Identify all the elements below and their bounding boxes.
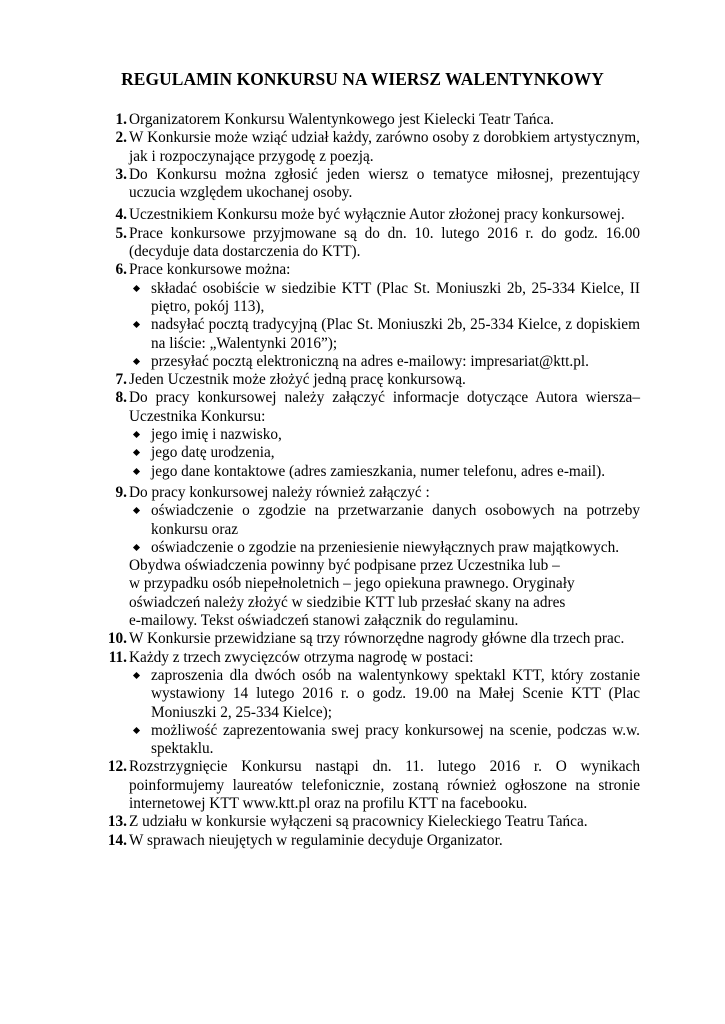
rule-number: 10. bbox=[107, 630, 127, 648]
rule-number: 2. bbox=[115, 129, 127, 147]
sub-item-text: możliwość zaprezentowania swej pracy konkursowej na scenie, podczas w.w. spektaklu. bbox=[151, 721, 640, 758]
rule-number: 7. bbox=[115, 371, 127, 389]
sub-item bbox=[129, 463, 640, 481]
sub-item bbox=[129, 722, 640, 759]
diamond-bullet-icon bbox=[133, 431, 140, 438]
rule-item bbox=[98, 758, 640, 813]
sub-item-text: jego datę urodzenia, bbox=[151, 444, 275, 462]
rule-text: Z udziału w konkursie wyłączeni są pracownicy Kieleckiego Teatru Tańca. bbox=[129, 813, 588, 831]
rule-item bbox=[98, 630, 640, 648]
document-title: REGULAMIN KONKURSU NA WIERSZ WALENTYNKOWY bbox=[121, 69, 604, 89]
diamond-bullet-icon bbox=[133, 544, 140, 551]
rule-number: 14. bbox=[107, 831, 127, 849]
rule-item bbox=[98, 389, 640, 480]
diamond-bullet-icon bbox=[133, 727, 140, 734]
rule-number: 1. bbox=[115, 111, 127, 128]
rule-note bbox=[129, 557, 640, 630]
diamond-bullet-icon bbox=[133, 468, 140, 475]
rule-text: Prace konkursowe przyjmowane są do dn. 10. lutego 2016 r. do godz. 16.00 (decyduje data dostarczenia do KTT). bbox=[129, 224, 640, 261]
rule-note-line: w przypadku osób niepełnoletnich – jego opiekuna prawnego. Oryginały bbox=[129, 575, 575, 593]
rule-text: Uczestnikiem Konkursu może być wyłącznie Autor złożonej pracy konkursowej. bbox=[129, 206, 625, 224]
rule-sublist bbox=[129, 667, 640, 758]
sub-item bbox=[129, 667, 640, 722]
sub-item bbox=[129, 426, 640, 444]
rule-item bbox=[98, 813, 640, 831]
rule-item bbox=[98, 111, 640, 129]
rule-note-line: e-mailowy. Tekst oświadczeń stanowi załącznik do regulaminu. bbox=[129, 612, 519, 630]
sub-item-text: przesyłać pocztą elektroniczną na adres e-mailowy: impresariat@ktt.pl. bbox=[151, 352, 589, 370]
sub-item-text: zaproszenia dla dwóch osób na walentynkowy spektakl KTT, który zostanie wystawiony 14 lutego 2016 r. o godz. 19.00 na Małej Scenie KTT (Plac Moniuszki 2, 25-334 Kielce); bbox=[151, 666, 640, 721]
rule-text: W Konkursie przewidziane są trzy równorzędne nagrody główne dla trzech prac. bbox=[129, 630, 625, 648]
rule-item bbox=[98, 484, 640, 630]
rule-item bbox=[98, 206, 640, 224]
rule-item bbox=[98, 261, 640, 371]
diamond-bullet-icon bbox=[133, 672, 140, 679]
rule-number: 3. bbox=[115, 165, 127, 183]
rule-text: Do pracy konkursowej należy załączyć informacje dotyczące Autora wiersza– Uczestnika Konkursu: bbox=[129, 389, 640, 425]
sub-item-text: oświadczenie o zgodzie na przeniesienie niewyłącznych praw majątkowych. bbox=[151, 538, 620, 556]
rule-note-line: oświadczeń należy złożyć w siedzibie KTT lub przesłać skany na adres bbox=[129, 593, 566, 611]
rules-list bbox=[98, 111, 640, 850]
rule-number: 9. bbox=[115, 483, 127, 501]
diamond-bullet-icon bbox=[133, 507, 140, 514]
rule-number: 11. bbox=[108, 648, 127, 666]
rule-number: 4. bbox=[115, 206, 127, 224]
sub-item bbox=[129, 280, 640, 317]
rule-item bbox=[98, 371, 640, 389]
sub-item bbox=[129, 539, 640, 557]
sub-item bbox=[129, 316, 640, 353]
diamond-bullet-icon bbox=[133, 321, 140, 328]
rule-text: Do Konkursu można zgłosić jeden wiersz o tematyce miłosnej, prezentujący uczucia względem ukochanej osoby. bbox=[129, 165, 640, 202]
sub-item bbox=[129, 502, 640, 539]
diamond-bullet-icon bbox=[133, 285, 140, 292]
sub-item-text: składać osobiście w siedzibie KTT (Plac St. Moniuszki 2b, 25-334 Kielce, II piętro, pokój 113), bbox=[151, 279, 640, 315]
diamond-bullet-icon bbox=[133, 358, 140, 365]
sub-item-text: nadsyłać pocztą tradycyjną (Plac St. Moniuszki 2b, 25-334 Kielce, z dopiskiem na liście: „Walentynki 2016”); bbox=[151, 316, 640, 352]
rule-number: 5. bbox=[115, 224, 127, 242]
rule-text: Do pracy konkursowej należy również załączyć : bbox=[129, 483, 430, 501]
rule-item bbox=[98, 129, 640, 166]
rule-text: Każdy z trzech zwycięzców otrzyma nagrodę w postaci: bbox=[129, 648, 474, 666]
rule-number: 12. bbox=[107, 758, 127, 776]
rule-text: W Konkursie może wziąć udział każdy, zarówno osoby z dorobkiem artystycznym, jak i rozpoczynające przygodę z poezją. bbox=[129, 129, 640, 165]
rule-item bbox=[98, 166, 640, 203]
rule-item bbox=[98, 649, 640, 759]
rule-sublist bbox=[129, 502, 640, 557]
sub-item-text: jego imię i nazwisko, bbox=[151, 426, 282, 444]
rule-number: 8. bbox=[115, 389, 127, 407]
rule-text: Rozstrzygnięcie Konkursu nastąpi dn. 11. lutego 2016 r. O wynikach poinformujemy laureatów telefonicznie, zostaną również ogłoszone na stronie internetowej KTT www.ktt.pl oraz na profilu KTT na facebooku. bbox=[129, 758, 640, 812]
rule-item bbox=[98, 225, 640, 262]
rule-number: 6. bbox=[115, 261, 127, 279]
sub-item bbox=[129, 353, 640, 371]
diamond-bullet-icon bbox=[133, 449, 140, 456]
rule-sublist bbox=[129, 280, 640, 371]
rule-item bbox=[98, 832, 640, 850]
sub-item-text: jego dane kontaktowe (adres zamieszkania, numer telefonu, adres e-mail). bbox=[151, 462, 606, 480]
sub-item bbox=[129, 444, 640, 462]
rule-text: Organizatorem Konkursu Walentynkowego jest Kielecki Teatr Tańca. bbox=[129, 111, 554, 128]
sub-item-text: oświadczenie o zgodzie na przetwarzanie danych osobowych na potrzeby konkursu oraz bbox=[151, 502, 640, 538]
rule-note-line: Obydwa oświadczenia powinny być podpisane przez Uczestnika lub – bbox=[129, 557, 560, 575]
rule-text: Prace konkursowe można: bbox=[129, 261, 291, 279]
rule-text: Jeden Uczestnik może złożyć jedną pracę konkursową. bbox=[129, 371, 466, 389]
rule-number: 13. bbox=[107, 813, 127, 831]
rule-sublist bbox=[129, 426, 640, 481]
rule-text: W sprawach nieujętych w regulaminie decyduje Organizator. bbox=[129, 831, 503, 849]
